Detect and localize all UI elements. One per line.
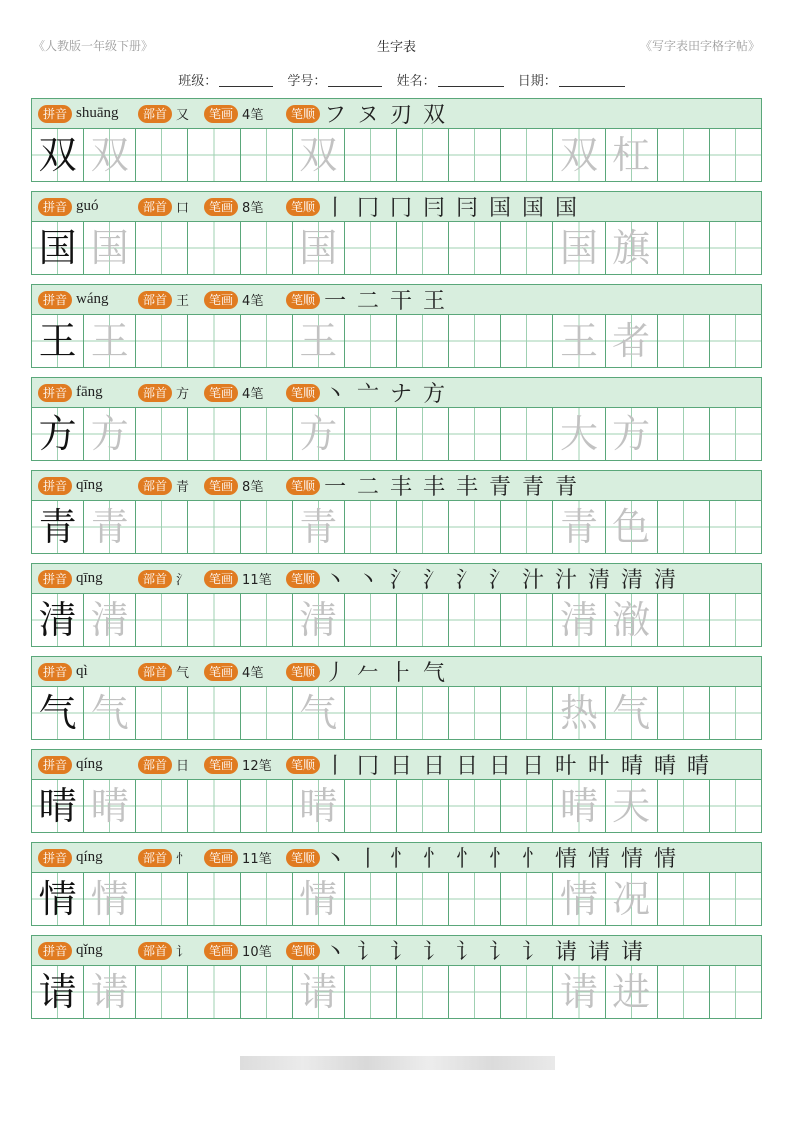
grid-cell[interactable] bbox=[345, 222, 397, 274]
name-label: 姓名： bbox=[396, 74, 436, 89]
grid-cell[interactable] bbox=[449, 873, 501, 925]
trace-character[interactable]: 方 bbox=[84, 408, 136, 460]
grid-cell[interactable] bbox=[658, 222, 710, 274]
model-character[interactable]: 国 bbox=[32, 222, 84, 274]
pinyin-tag: 拼音 bbox=[38, 849, 72, 867]
model-character[interactable]: 情 bbox=[32, 873, 84, 925]
strokes-value: 4笔 bbox=[242, 108, 264, 123]
trace-character[interactable]: 方 bbox=[293, 408, 345, 460]
radical-value: 气 bbox=[176, 666, 190, 681]
character-entry bbox=[31, 749, 762, 842]
grid-cell[interactable] bbox=[710, 501, 761, 553]
grid-cell[interactable] bbox=[241, 408, 293, 460]
pinyin-value: qǐng bbox=[76, 942, 103, 958]
tianzi-grid bbox=[31, 594, 762, 647]
entry-header bbox=[31, 284, 762, 315]
grid-cell[interactable] bbox=[449, 501, 501, 553]
grid-cell[interactable] bbox=[345, 594, 397, 646]
student-info-line bbox=[0, 70, 793, 89]
grid-cell[interactable] bbox=[710, 408, 761, 460]
entry-header bbox=[31, 377, 762, 408]
grid-cell[interactable] bbox=[449, 408, 501, 460]
grid-cell[interactable] bbox=[188, 594, 240, 646]
grid-cell[interactable] bbox=[449, 129, 501, 181]
strokes-tag: 笔画 bbox=[204, 198, 238, 216]
grid-cell[interactable] bbox=[136, 315, 188, 367]
word-character-1[interactable]: 晴 bbox=[553, 780, 605, 832]
strokes-tag: 笔画 bbox=[204, 384, 238, 402]
grid-cell[interactable] bbox=[501, 315, 553, 367]
grid-cell[interactable] bbox=[710, 594, 761, 646]
class-field[interactable] bbox=[219, 74, 273, 87]
grid-cell[interactable] bbox=[658, 687, 710, 739]
strokes-tag: 笔画 bbox=[204, 663, 238, 681]
radical-value: 又 bbox=[176, 108, 190, 123]
grid-cell[interactable] bbox=[241, 222, 293, 274]
pinyin-tag: 拼音 bbox=[38, 942, 72, 960]
grid-cell[interactable] bbox=[658, 594, 710, 646]
date-label: 日期： bbox=[517, 74, 557, 89]
grid-cell[interactable] bbox=[345, 315, 397, 367]
grid-cell[interactable] bbox=[345, 501, 397, 553]
trace-character[interactable]: 国 bbox=[293, 222, 345, 274]
strokes-tag: 笔画 bbox=[204, 942, 238, 960]
grid-cell[interactable] bbox=[136, 501, 188, 553]
footer-watermark bbox=[240, 1056, 555, 1070]
entry-header bbox=[31, 98, 762, 129]
tianzi-grid bbox=[31, 408, 762, 461]
strokes-value: 4笔 bbox=[242, 294, 264, 309]
grid-cell[interactable] bbox=[397, 687, 449, 739]
grid-cell[interactable] bbox=[501, 222, 553, 274]
word-character-1[interactable]: 热 bbox=[553, 687, 605, 739]
trace-character[interactable]: 晴 bbox=[293, 780, 345, 832]
model-character[interactable]: 气 bbox=[32, 687, 84, 739]
pinyin-value: shuāng bbox=[76, 105, 119, 121]
grid-cell[interactable] bbox=[658, 129, 710, 181]
word-character-1[interactable]: 国 bbox=[553, 222, 605, 274]
entry-header bbox=[31, 191, 762, 222]
radical-value: 忄 bbox=[176, 852, 190, 867]
grid-cell[interactable] bbox=[345, 687, 397, 739]
stroke-order-tag: 笔顺 bbox=[286, 198, 320, 216]
radical-tag: 部首 bbox=[138, 663, 172, 681]
grid-cell[interactable] bbox=[658, 780, 710, 832]
trace-character[interactable]: 国 bbox=[84, 222, 136, 274]
strokes-value: 4笔 bbox=[242, 387, 264, 402]
word-character-2[interactable]: 澈 bbox=[606, 594, 658, 646]
character-entry bbox=[31, 191, 762, 284]
tianzi-grid bbox=[31, 873, 762, 926]
strokes-tag: 笔画 bbox=[204, 105, 238, 123]
pinyin-tag: 拼音 bbox=[38, 291, 72, 309]
grid-cell[interactable] bbox=[136, 966, 188, 1018]
word-character-2[interactable]: 气 bbox=[606, 687, 658, 739]
tianzi-grid bbox=[31, 315, 762, 368]
grid-cell[interactable] bbox=[397, 873, 449, 925]
trace-character[interactable]: 青 bbox=[293, 501, 345, 553]
radical-value: 王 bbox=[176, 294, 190, 309]
trace-character[interactable]: 清 bbox=[84, 594, 136, 646]
stroke-order: 丨 冂 日 日 日 日 日 旪 旪 晴 晴 晴 bbox=[324, 754, 711, 779]
grid-cell[interactable] bbox=[345, 873, 397, 925]
page-title: 生字表 bbox=[376, 40, 416, 55]
grid-cell[interactable] bbox=[241, 687, 293, 739]
trace-character[interactable]: 双 bbox=[84, 129, 136, 181]
grid-cell[interactable] bbox=[345, 780, 397, 832]
stroke-order: 丶 讠 讠 讠 讠 讠 讠 请 请 请 bbox=[324, 940, 646, 965]
radical-value: 氵 bbox=[176, 573, 190, 588]
grid-cell[interactable] bbox=[241, 315, 293, 367]
entry-header bbox=[31, 470, 762, 501]
model-character[interactable]: 双 bbox=[32, 129, 84, 181]
radical-value: 讠 bbox=[176, 945, 190, 960]
stroke-order-tag: 笔顺 bbox=[286, 756, 320, 774]
grid-cell[interactable] bbox=[397, 501, 449, 553]
grid-cell[interactable] bbox=[710, 222, 761, 274]
grid-cell[interactable] bbox=[449, 966, 501, 1018]
radical-value: 日 bbox=[176, 759, 190, 774]
model-character[interactable]: 王 bbox=[32, 315, 84, 367]
trace-character[interactable]: 情 bbox=[84, 873, 136, 925]
grid-cell[interactable] bbox=[501, 873, 553, 925]
grid-cell[interactable] bbox=[710, 315, 761, 367]
grid-cell[interactable] bbox=[658, 966, 710, 1018]
grid-cell[interactable] bbox=[188, 222, 240, 274]
stroke-order: 一 二 丰 丰 丰 青 青 青 bbox=[324, 475, 580, 500]
grid-cell[interactable] bbox=[658, 408, 710, 460]
model-character[interactable]: 青 bbox=[32, 501, 84, 553]
pinyin-tag: 拼音 bbox=[38, 756, 72, 774]
pinyin-value: guó bbox=[76, 198, 99, 214]
grid-cell[interactable] bbox=[188, 129, 240, 181]
pinyin-value: fāng bbox=[76, 384, 103, 400]
trace-character[interactable]: 晴 bbox=[84, 780, 136, 832]
grid-cell[interactable] bbox=[449, 780, 501, 832]
radical-tag: 部首 bbox=[138, 105, 172, 123]
pinyin-tag: 拼音 bbox=[38, 477, 72, 495]
grid-cell[interactable] bbox=[136, 129, 188, 181]
grid-cell[interactable] bbox=[188, 966, 240, 1018]
grid-cell[interactable] bbox=[501, 501, 553, 553]
pinyin-value: qì bbox=[76, 663, 88, 679]
word-character-2[interactable]: 况 bbox=[606, 873, 658, 925]
pinyin-tag: 拼音 bbox=[38, 663, 72, 681]
word-character-2[interactable]: 进 bbox=[606, 966, 658, 1018]
grid-cell[interactable] bbox=[658, 501, 710, 553]
character-entry bbox=[31, 98, 762, 191]
word-character-2[interactable]: 杠 bbox=[606, 129, 658, 181]
radical-tag: 部首 bbox=[138, 384, 172, 402]
radical-value: 青 bbox=[176, 480, 190, 495]
grid-cell[interactable] bbox=[397, 222, 449, 274]
tianzi-grid bbox=[31, 687, 762, 740]
grid-cell[interactable] bbox=[710, 780, 761, 832]
radical-tag: 部首 bbox=[138, 291, 172, 309]
stroke-order: 一 二 干 王 bbox=[324, 289, 448, 314]
stroke-order-tag: 笔顺 bbox=[286, 477, 320, 495]
stroke-order: 丶 亠 ナ 方 bbox=[324, 382, 448, 407]
word-character-1[interactable]: 双 bbox=[553, 129, 605, 181]
tianzi-grid bbox=[31, 501, 762, 554]
grid-cell[interactable] bbox=[501, 780, 553, 832]
strokes-value: 4笔 bbox=[242, 666, 264, 681]
word-character-1[interactable]: 情 bbox=[553, 873, 605, 925]
character-entry bbox=[31, 842, 762, 935]
grid-cell[interactable] bbox=[136, 594, 188, 646]
grid-cell[interactable] bbox=[345, 408, 397, 460]
pinyin-tag: 拼音 bbox=[38, 198, 72, 216]
grid-cell[interactable] bbox=[188, 873, 240, 925]
grid-cell[interactable] bbox=[188, 687, 240, 739]
stroke-order-tag: 笔顺 bbox=[286, 570, 320, 588]
grid-cell[interactable] bbox=[397, 408, 449, 460]
strokes-tag: 笔画 bbox=[204, 570, 238, 588]
stroke-order-tag: 笔顺 bbox=[286, 384, 320, 402]
pinyin-tag: 拼音 bbox=[38, 570, 72, 588]
grid-cell[interactable] bbox=[136, 873, 188, 925]
radical-tag: 部首 bbox=[138, 570, 172, 588]
pinyin-tag: 拼音 bbox=[38, 105, 72, 123]
grid-cell[interactable] bbox=[449, 687, 501, 739]
strokes-value: 8笔 bbox=[242, 480, 264, 495]
trace-character[interactable]: 请 bbox=[84, 966, 136, 1018]
model-character[interactable]: 请 bbox=[32, 966, 84, 1018]
trace-character[interactable]: 王 bbox=[293, 315, 345, 367]
grid-cell[interactable] bbox=[136, 780, 188, 832]
grid-cell[interactable] bbox=[397, 966, 449, 1018]
word-character-2[interactable]: 色 bbox=[606, 501, 658, 553]
pinyin-value: qíng bbox=[76, 756, 103, 772]
grid-cell[interactable] bbox=[188, 501, 240, 553]
trace-character[interactable]: 气 bbox=[293, 687, 345, 739]
strokes-tag: 笔画 bbox=[204, 477, 238, 495]
grid-cell[interactable] bbox=[658, 315, 710, 367]
word-character-1[interactable]: 清 bbox=[553, 594, 605, 646]
word-character-2[interactable]: 方 bbox=[606, 408, 658, 460]
grid-cell[interactable] bbox=[136, 408, 188, 460]
grid-cell[interactable] bbox=[449, 222, 501, 274]
grid-cell[interactable] bbox=[188, 408, 240, 460]
pinyin-value: qīng bbox=[76, 570, 103, 586]
grid-cell[interactable] bbox=[345, 129, 397, 181]
strokes-value: 10笔 bbox=[242, 945, 272, 960]
student-no-field[interactable] bbox=[328, 74, 382, 87]
tianzi-grid bbox=[31, 780, 762, 833]
character-entry bbox=[31, 470, 762, 563]
grid-cell[interactable] bbox=[710, 129, 761, 181]
grid-cell[interactable] bbox=[397, 594, 449, 646]
grid-cell[interactable] bbox=[241, 129, 293, 181]
grid-cell[interactable] bbox=[397, 129, 449, 181]
trace-character[interactable]: 情 bbox=[293, 873, 345, 925]
character-entry bbox=[31, 656, 762, 749]
strokes-tag: 笔画 bbox=[204, 849, 238, 867]
word-character-2[interactable]: 天 bbox=[606, 780, 658, 832]
character-entry bbox=[31, 284, 762, 377]
radical-tag: 部首 bbox=[138, 849, 172, 867]
grid-cell[interactable] bbox=[397, 315, 449, 367]
grid-cell[interactable] bbox=[188, 315, 240, 367]
word-character-2[interactable]: 旗 bbox=[606, 222, 658, 274]
radical-tag: 部首 bbox=[138, 198, 172, 216]
date-field[interactable] bbox=[559, 74, 625, 87]
trace-character[interactable]: 清 bbox=[293, 594, 345, 646]
model-character[interactable]: 晴 bbox=[32, 780, 84, 832]
grid-cell[interactable] bbox=[449, 315, 501, 367]
tianzi-grid bbox=[31, 222, 762, 275]
grid-cell[interactable] bbox=[501, 594, 553, 646]
pinyin-tag: 拼音 bbox=[38, 384, 72, 402]
pinyin-value: qīng bbox=[76, 477, 103, 493]
grid-cell[interactable] bbox=[658, 873, 710, 925]
radical-tag: 部首 bbox=[138, 477, 172, 495]
entry-header bbox=[31, 656, 762, 687]
trace-character[interactable]: 双 bbox=[293, 129, 345, 181]
character-entry bbox=[31, 935, 762, 1028]
pinyin-value: qíng bbox=[76, 849, 103, 865]
radical-value: 方 bbox=[176, 387, 190, 402]
radical-value: 口 bbox=[176, 201, 190, 216]
word-character-1[interactable]: 请 bbox=[553, 966, 605, 1018]
grid-cell[interactable] bbox=[710, 966, 761, 1018]
trace-character[interactable]: 气 bbox=[84, 687, 136, 739]
word-character-1[interactable]: 大 bbox=[553, 408, 605, 460]
strokes-value: 11笔 bbox=[242, 852, 272, 867]
tianzi-grid bbox=[31, 129, 762, 182]
radical-tag: 部首 bbox=[138, 756, 172, 774]
grid-cell[interactable] bbox=[501, 966, 553, 1018]
strokes-value: 12笔 bbox=[242, 759, 272, 774]
grid-cell[interactable] bbox=[397, 780, 449, 832]
character-entry bbox=[31, 377, 762, 470]
stroke-order: 丶 丶 氵 氵 氵 氵 汁 汁 清 清 清 bbox=[324, 568, 678, 593]
stroke-order: フ ヌ 刃 双 bbox=[324, 103, 448, 128]
grid-cell[interactable] bbox=[241, 873, 293, 925]
model-character[interactable]: 清 bbox=[32, 594, 84, 646]
trace-character[interactable]: 请 bbox=[293, 966, 345, 1018]
name-field[interactable] bbox=[438, 74, 504, 87]
grid-cell[interactable] bbox=[241, 501, 293, 553]
header-left: 《人教版一年级下册》 bbox=[33, 39, 154, 53]
strokes-value: 8笔 bbox=[242, 201, 264, 216]
trace-character[interactable]: 王 bbox=[84, 315, 136, 367]
grid-cell[interactable] bbox=[449, 594, 501, 646]
student-no-label: 学号： bbox=[287, 74, 327, 89]
grid-cell[interactable] bbox=[136, 222, 188, 274]
strokes-tag: 笔画 bbox=[204, 756, 238, 774]
radical-tag: 部首 bbox=[138, 942, 172, 960]
stroke-order-tag: 笔顺 bbox=[286, 663, 320, 681]
grid-cell[interactable] bbox=[710, 687, 761, 739]
stroke-order: 丿 𠂉 ⺊ 气 bbox=[324, 661, 448, 686]
pinyin-value: wáng bbox=[76, 291, 109, 307]
stroke-order: 丶 丨 忄 忄 忄 忄 忄 情 情 情 情 bbox=[324, 847, 678, 872]
grid-cell[interactable] bbox=[710, 873, 761, 925]
grid-cell[interactable] bbox=[345, 966, 397, 1018]
grid-cell[interactable] bbox=[241, 594, 293, 646]
word-character-2[interactable]: 者 bbox=[606, 315, 658, 367]
stroke-order-tag: 笔顺 bbox=[286, 942, 320, 960]
entry-header bbox=[31, 749, 762, 780]
entry-header bbox=[31, 935, 762, 966]
character-table bbox=[31, 98, 762, 1028]
class-label: 班级： bbox=[178, 74, 218, 89]
entry-header bbox=[31, 842, 762, 873]
word-character-1[interactable]: 青 bbox=[553, 501, 605, 553]
model-character[interactable]: 方 bbox=[32, 408, 84, 460]
entry-header bbox=[31, 563, 762, 594]
word-character-1[interactable]: 王 bbox=[553, 315, 605, 367]
tianzi-grid bbox=[31, 966, 762, 1019]
character-entry bbox=[31, 563, 762, 656]
header-right: 《写字表田字格字帖》 bbox=[639, 39, 760, 53]
trace-character[interactable]: 青 bbox=[84, 501, 136, 553]
grid-cell[interactable] bbox=[241, 966, 293, 1018]
strokes-tag: 笔画 bbox=[204, 291, 238, 309]
grid-cell[interactable] bbox=[501, 687, 553, 739]
stroke-order: 丨 冂 冂 冃 冃 国 国 国 bbox=[324, 196, 580, 221]
grid-cell[interactable] bbox=[241, 780, 293, 832]
grid-cell[interactable] bbox=[136, 687, 188, 739]
grid-cell[interactable] bbox=[501, 408, 553, 460]
grid-cell[interactable] bbox=[501, 129, 553, 181]
grid-cell[interactable] bbox=[188, 780, 240, 832]
strokes-value: 11笔 bbox=[242, 573, 272, 588]
stroke-order-tag: 笔顺 bbox=[286, 291, 320, 309]
stroke-order-tag: 笔顺 bbox=[286, 849, 320, 867]
stroke-order-tag: 笔顺 bbox=[286, 105, 320, 123]
